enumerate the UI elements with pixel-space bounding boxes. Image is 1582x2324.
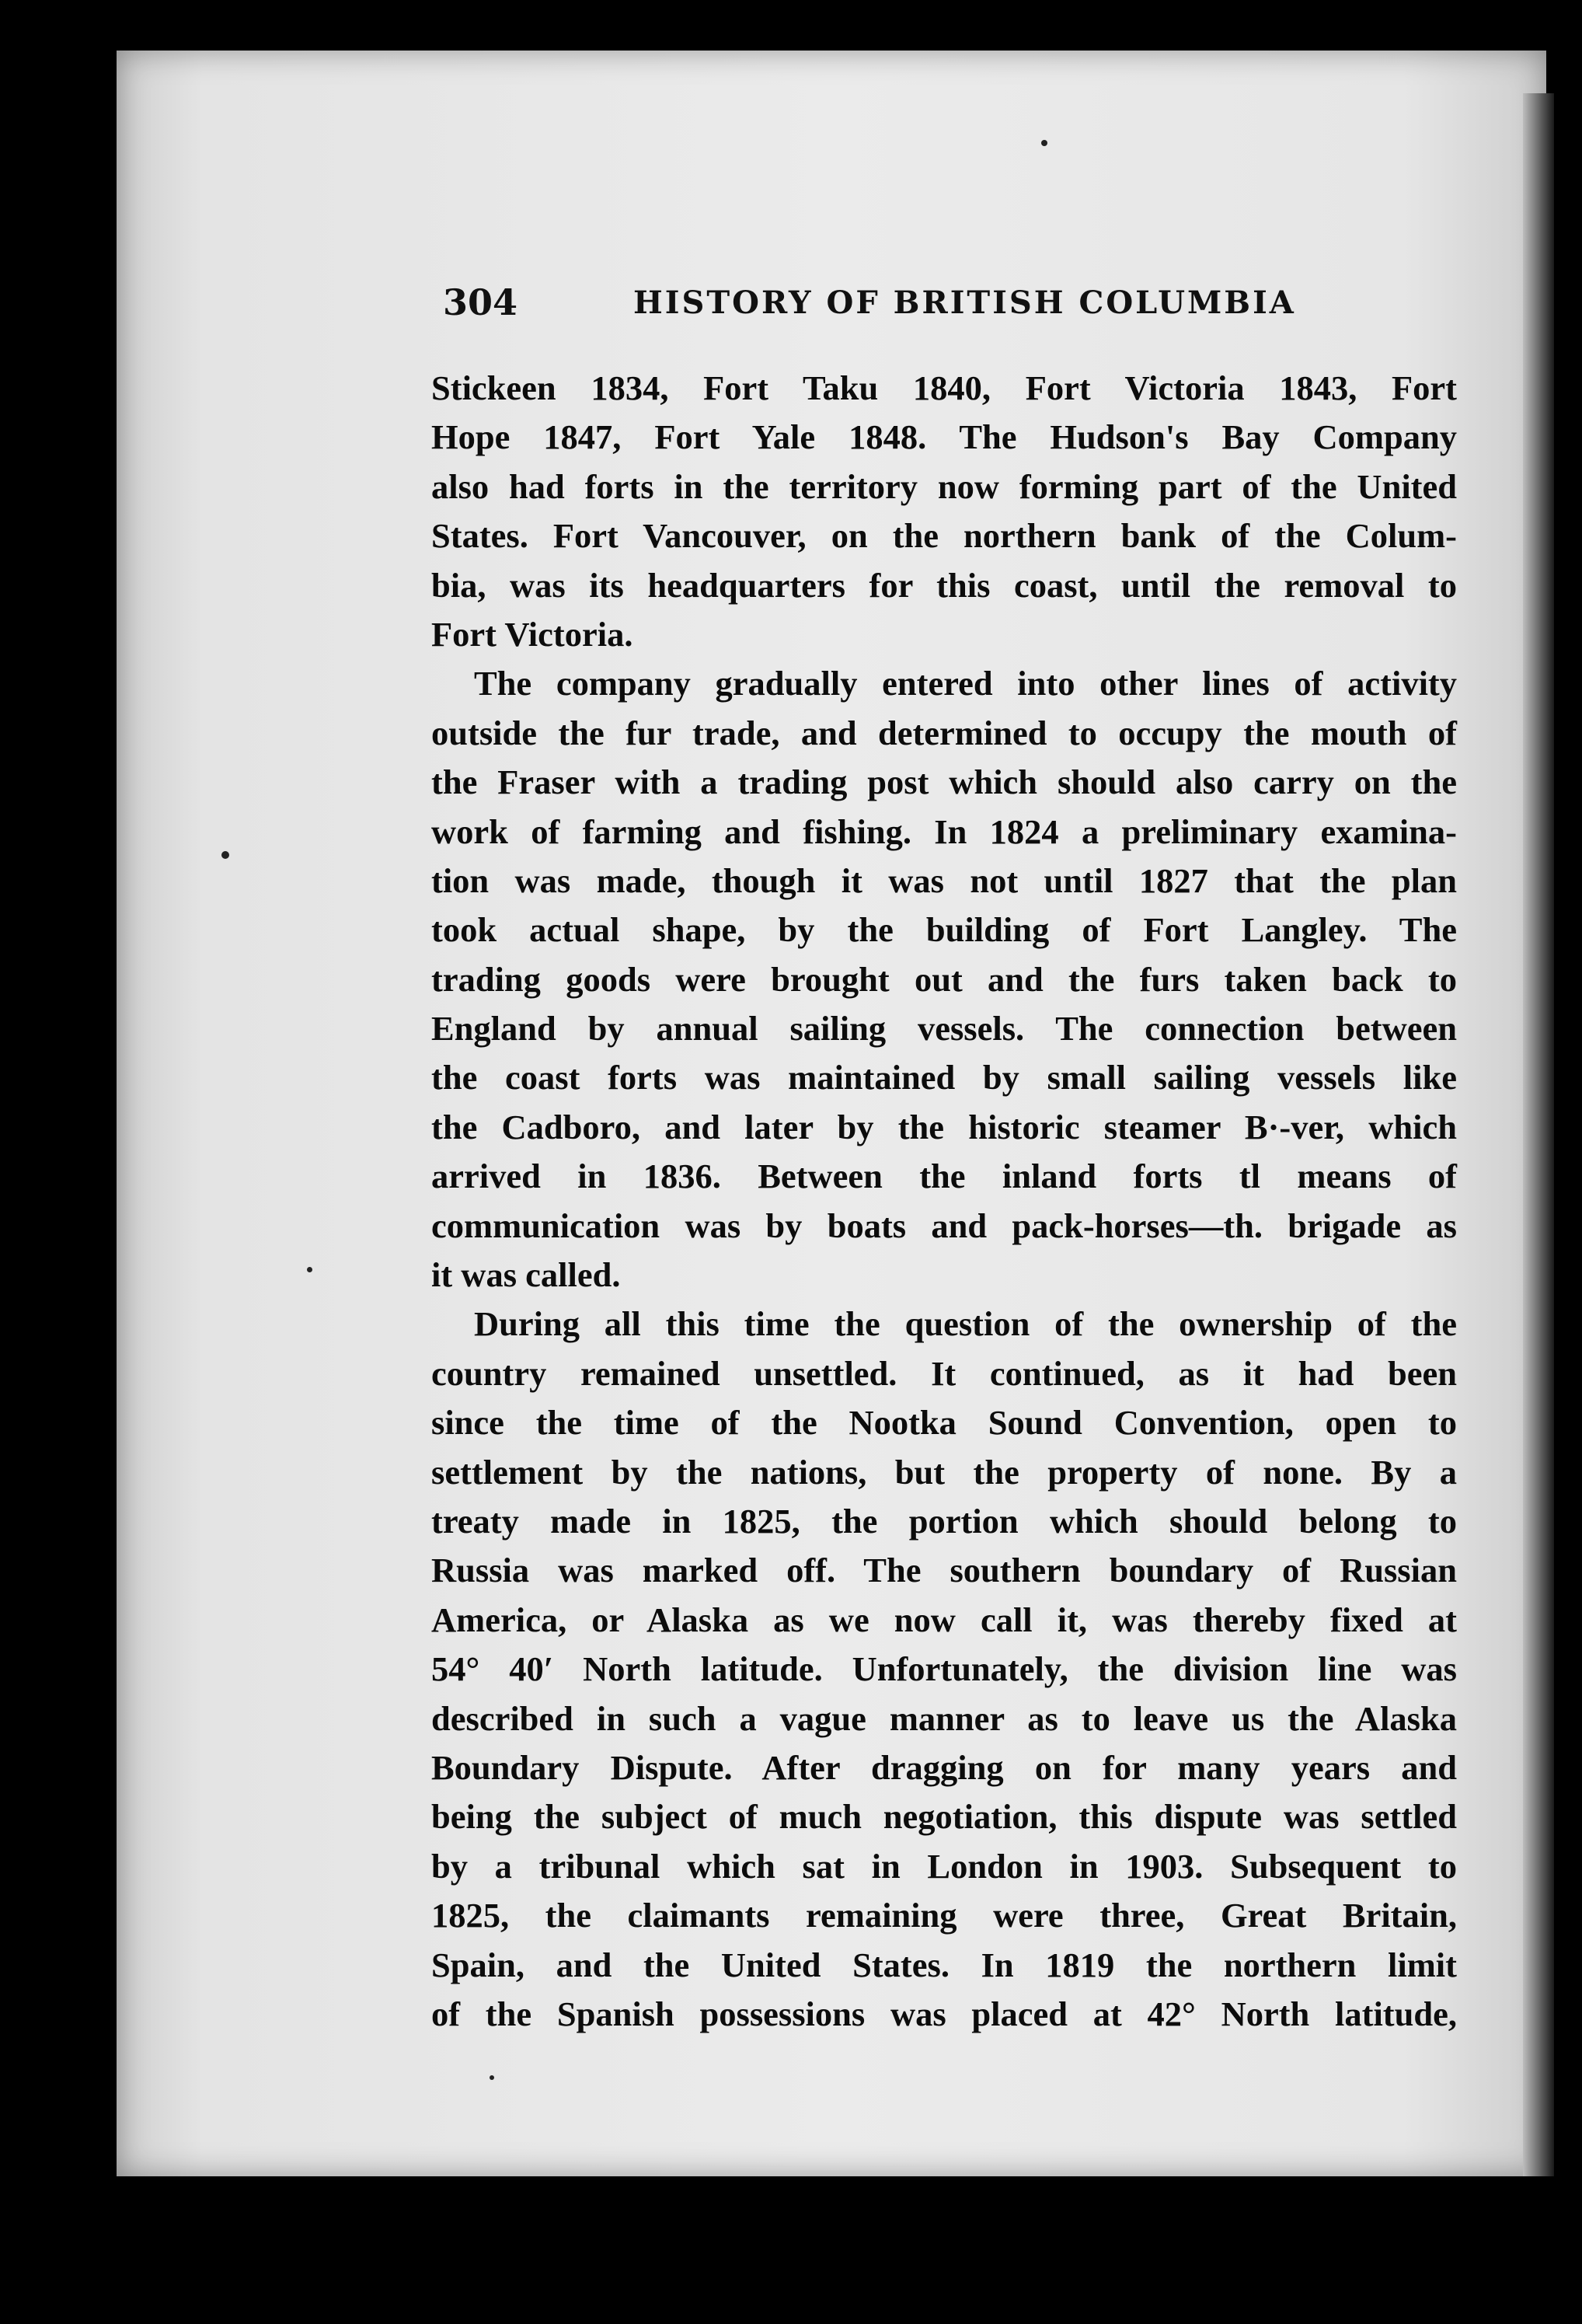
text-line: the Fraser with a trading post which should also carry on the [431,762,1457,802]
text-line: Russia was marked off. The southern boundary of Russian [431,1551,1457,1590]
ink-speck [490,2075,494,2080]
paragraph [431,364,1457,659]
ink-speck [1041,140,1047,146]
text-line: also had forts in the territory now forming part of the United [431,466,1457,506]
text-line: being the subject of much negotiation, this dispute was settled [431,1797,1457,1837]
text-line: bia, was its headquarters for this coast, until the removal to [431,565,1457,605]
text-line: work of farming and fishing. In 1824 a preliminary examina- [431,811,1457,851]
text-line: by a tribunal which sat in London in 1903. Subsequent to [431,1846,1457,1886]
text-line: it was called. [431,1255,621,1295]
text-line: England by annual sailing vessels. The connection between [431,1009,1457,1049]
body-text [431,364,1457,2039]
text-line: settlement by the nations, but the property of none. By a [431,1452,1457,1492]
paragraph [431,659,1457,1300]
text-line: States. Fort Vancouver, on the northern bank of the Colum- [431,516,1457,556]
text-line: tion was made, though it was not until 1827 that the plan [431,860,1457,900]
text-line: treaty made in 1825, the portion which should belong to [431,1501,1457,1541]
book-title: HISTORY OF BRITISH COLUMBIA [633,284,1296,321]
text-line: America, or Alaska as we now call it, was thereby fixed at [431,1600,1457,1639]
text-line: described in such a vague manner as to leave us the Alaska [431,1698,1457,1738]
text-line: The company gradually entered into other lines of activity [474,664,1457,703]
text-line: 1825, the claimants remaining were three, Great Britain, [431,1896,1457,1935]
text-line: took actual shape, by the building of Fort Langley. The [431,910,1457,950]
ink-speck [307,1267,312,1272]
text-line: arrived in 1836. Between the inland forts tl means of [431,1157,1457,1196]
text-line: Boundary Dispute. After dragging on for many years and [431,1747,1457,1787]
text-line: trading goods were brought out and the furs taken back to [431,959,1457,999]
paragraph [431,1300,1457,2039]
text-line: country remained unsettled. It continued, as it had been [431,1353,1457,1393]
ink-speck [221,851,229,859]
running-head [443,281,1453,336]
page-fold-shadow [1523,93,1554,2176]
text-line: Stickeen 1834, Fort Taku 1840, Fort Victoria 1843, Fort [431,368,1457,407]
text-line: since the time of the Nootka Sound Convention, open to [431,1403,1457,1443]
text-line: communication was by boats and pack-horses—th. brigade as [431,1206,1457,1245]
text-line: 54° 40′ North latitude. Unfortunately, the division line was [431,1649,1457,1689]
text-line: the coast forts was maintained by small sailing vessels like [431,1058,1457,1097]
text-line: outside the fur trade, and determined to occupy the mouth of [431,713,1457,752]
text-line: of the Spanish possessions was placed at 42° North latitude, [431,1994,1457,2033]
text-line: the Cadboro, and later by the historic steamer B·-ver, which [431,1107,1457,1146]
text-line: Spain, and the United States. In 1819 the northern limit [431,1945,1457,1984]
text-line: During all this time the question of the ownership of the [474,1304,1457,1344]
text-line: Fort Victoria. [431,614,633,654]
text-line: Hope 1847, Fort Yale 1848. The Hudson's Bay Company [431,417,1457,457]
page-number: 304 [443,281,518,323]
